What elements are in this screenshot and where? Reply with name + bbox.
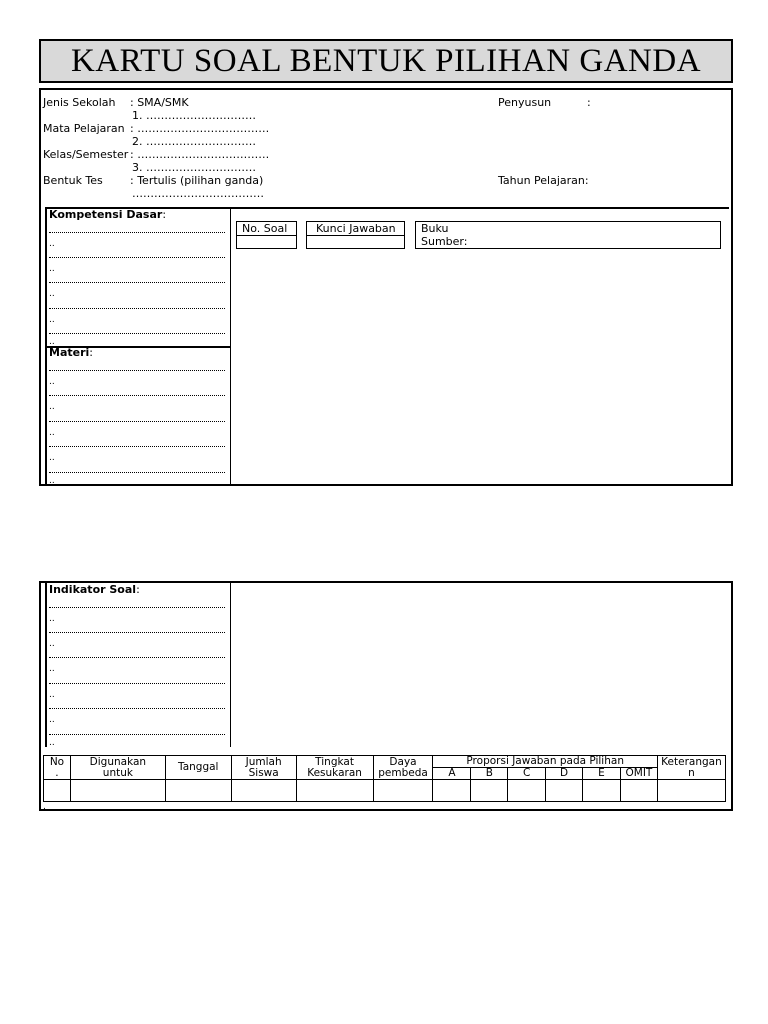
indikator-line-6 <box>49 734 225 735</box>
bottom-column-divider <box>230 581 231 747</box>
item-analysis-table <box>43 755 726 802</box>
cell-daya[interactable] <box>373 780 433 802</box>
option-d: D <box>546 768 583 780</box>
cell-d[interactable] <box>546 780 583 802</box>
cell-tingkat[interactable] <box>296 780 373 802</box>
no-soal-box[interactable] <box>236 221 297 249</box>
option-omit: OMIT <box>620 768 657 780</box>
materi-line-4 <box>49 446 225 447</box>
cell-e[interactable] <box>583 780 621 802</box>
bentuk-tes-value: : Tertulis (pilihan ganda) <box>130 174 264 187</box>
penyusun-item-1: 1. ………………………… <box>132 109 256 122</box>
kompetensi-line-4 <box>49 308 225 309</box>
materi-heading: Materi: <box>49 346 94 359</box>
col-jumlah-siswa: Jumlah Siswa <box>231 756 296 780</box>
cell-omit[interactable] <box>620 780 657 802</box>
kunci-jawaban-box[interactable] <box>306 221 405 249</box>
cell-digunakan[interactable] <box>70 780 165 802</box>
materi-line-3 <box>49 421 225 422</box>
materi-line-5 <box>49 472 225 473</box>
tahun-pelajaran-label: Tahun Pelajaran: <box>498 174 589 187</box>
option-e: E <box>583 768 621 780</box>
indikator-tick-2: .. <box>49 639 55 649</box>
col-proporsi: Proporsi Jawaban pada Pilihan <box>433 756 657 768</box>
kompetensi-tick-3: .. <box>49 289 55 299</box>
mata-pelajaran-label: Mata Pelajaran <box>43 122 125 135</box>
col-no: No . <box>44 756 71 780</box>
penyusun-colon: : <box>587 96 591 109</box>
table-header-row <box>44 756 726 768</box>
indikator-line-4 <box>49 683 225 684</box>
jenis-sekolah-label: Jenis Sekolah <box>43 96 116 109</box>
buku-label: Buku <box>421 222 449 235</box>
cell-a[interactable] <box>433 780 471 802</box>
indikator-tick-6: .. <box>49 738 55 748</box>
cell-c[interactable] <box>508 780 546 802</box>
col-daya-pembeda: Daya pembeda <box>373 756 433 780</box>
col-tingkat-kesukaran: Tingkat Kesukaran <box>296 756 373 780</box>
materi-line-2 <box>49 395 225 396</box>
kompetensi-line-5 <box>49 333 225 334</box>
footer-mark: . <box>43 802 46 812</box>
kelas-semester-label: Kelas/Semester <box>43 148 129 161</box>
mata-pelajaran-value: : ……………………………… <box>130 122 270 135</box>
bentuk-tes-dots: ……………………………… <box>132 187 264 200</box>
buku-box-left-ext <box>415 234 416 248</box>
kompetensi-line-1 <box>49 232 225 233</box>
col-tanggal: Tanggal <box>165 756 231 780</box>
bentuk-tes-label: Bentuk Tes <box>43 174 103 187</box>
option-a: A <box>433 768 471 780</box>
indikator-line-5 <box>49 708 225 709</box>
indikator-tick-5: .. <box>49 715 55 725</box>
kunci-jawaban-label: Kunci Jawaban <box>316 222 396 235</box>
indikator-line-1 <box>49 607 225 608</box>
kompetensi-tick-4: .. <box>49 315 55 325</box>
kompetensi-tick-5: .. <box>49 337 55 347</box>
kompetensi-tick-2: .. <box>49 264 55 274</box>
materi-tick-2: .. <box>49 402 55 412</box>
no-soal-label: No. Soal <box>242 222 288 235</box>
penyusun-item-2: 2. ………………………… <box>132 135 256 148</box>
kompetensi-line-3 <box>49 282 225 283</box>
col-digunakan: Digunakan untuk <box>70 756 165 780</box>
option-c: C <box>508 768 546 780</box>
col-keterangan: Keterangan n <box>657 756 725 780</box>
kompetensi-tick-1: .. <box>49 239 55 249</box>
table-row[interactable] <box>44 780 726 802</box>
materi-tick-5: .. <box>49 476 55 486</box>
cell-jumlah-siswa[interactable] <box>231 780 296 802</box>
indikator-tick-1: .. <box>49 614 55 624</box>
materi-tick-3: .. <box>49 428 55 438</box>
kompetensi-dasar-heading: Kompetensi Dasar: <box>49 208 167 221</box>
cell-tanggal[interactable] <box>165 780 231 802</box>
indikator-tick-3: .. <box>49 664 55 674</box>
indikator-line-2 <box>49 632 225 633</box>
indikator-line-3 <box>49 657 225 658</box>
kelas-semester-value: : ……………………………… <box>130 148 270 161</box>
cell-b[interactable] <box>471 780 508 802</box>
cell-keterangan[interactable] <box>657 780 725 802</box>
cell-no[interactable] <box>44 780 71 802</box>
option-b: B <box>471 768 508 780</box>
penyusun-label: Penyusun <box>498 96 552 109</box>
no-soal-divider <box>237 235 296 236</box>
materi-line-1 <box>49 370 225 371</box>
penyusun-item-3: 3. ………………………… <box>132 161 256 174</box>
page-title: KARTU SOAL BENTUK PILIHAN GANDA <box>39 39 733 83</box>
sumber-label: Sumber: <box>421 235 468 248</box>
kunci-jawaban-divider <box>307 235 404 236</box>
kompetensi-line-2 <box>49 257 225 258</box>
indikator-soal-heading: Indikator Soal: <box>49 583 140 596</box>
buku-sumber-box[interactable] <box>415 221 721 249</box>
materi-tick-4: .. <box>49 453 55 463</box>
indikator-tick-4: .. <box>49 690 55 700</box>
materi-tick-1: .. <box>49 377 55 387</box>
bottom-inner-left <box>45 581 47 747</box>
jenis-sekolah-value: : SMA/SMK <box>130 96 189 109</box>
